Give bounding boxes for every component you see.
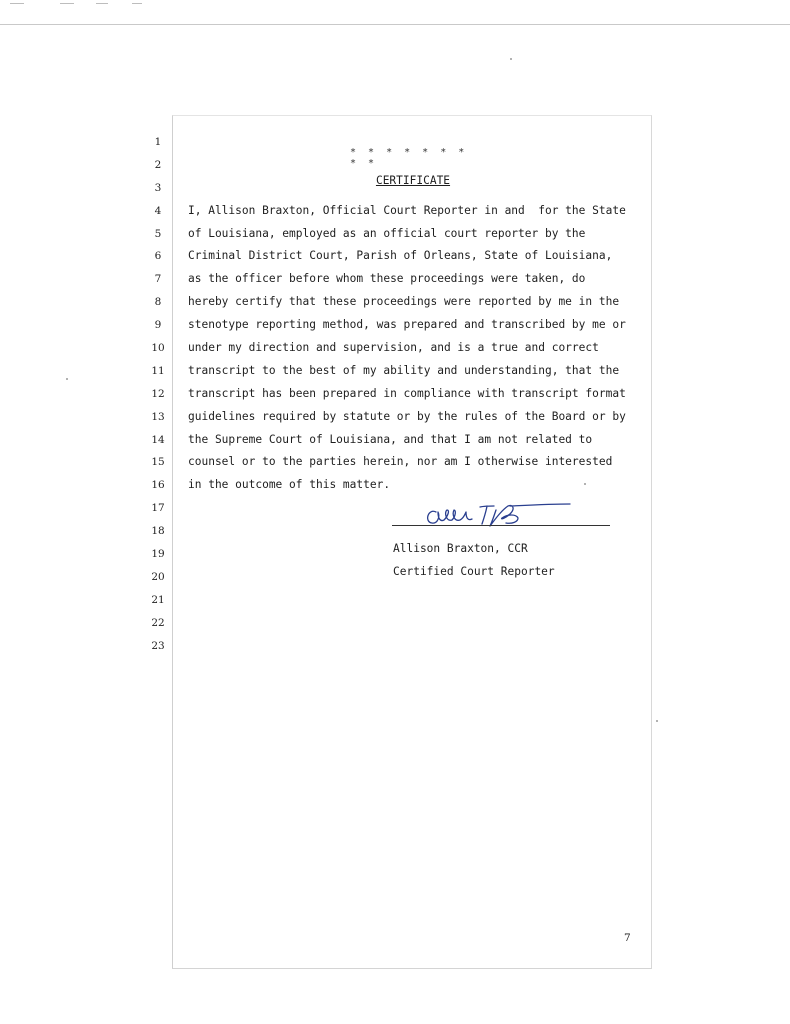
- scan-speck: [510, 58, 512, 60]
- line-number: 16: [151, 479, 165, 492]
- signature-line: [392, 525, 610, 526]
- page-number: 7: [624, 932, 631, 944]
- body-line: in the outcome of this matter.: [188, 478, 391, 492]
- line-number: 13: [151, 410, 165, 423]
- body-line: guidelines required by statute or by the rules of the Board or by: [188, 409, 626, 423]
- scan-artifact: [96, 3, 108, 4]
- scan-artifact: [132, 3, 142, 4]
- line-number: 9: [154, 319, 162, 332]
- line-number: 8: [154, 296, 162, 309]
- scan-speck: [656, 720, 658, 722]
- line-number: 21: [151, 593, 165, 606]
- line-number: 3: [154, 181, 162, 194]
- body-line: the Supreme Court of Louisiana, and that I am not related to: [188, 432, 593, 446]
- reporter-name: Allison Braxton, CCR: [393, 542, 528, 555]
- certificate-body: [188, 131, 638, 497]
- line-number: 23: [151, 639, 165, 652]
- line-number: 1: [154, 136, 162, 148]
- line-number: 17: [151, 502, 165, 515]
- separator-stars: * * * * * * * * *: [350, 147, 468, 169]
- line-number: 5: [154, 227, 162, 240]
- line-number: 4: [154, 204, 162, 217]
- body-line: transcript to the best of my ability and understanding, that the: [188, 363, 620, 377]
- line-number: 18: [151, 525, 165, 538]
- scan-speck: [66, 378, 68, 380]
- body-line: of Louisiana, employed as an official court reporter by the: [188, 226, 586, 240]
- body-line: I, Allison Braxton, Official Court Reporter in and for the State: [188, 203, 626, 217]
- line-number: 11: [151, 364, 165, 377]
- scan-artifact: [60, 3, 74, 4]
- body-line: counsel or to the parties herein, nor am I otherwise interested: [188, 455, 613, 469]
- line-number: 22: [151, 616, 165, 629]
- line-number-column: [148, 131, 168, 657]
- line-number: 10: [151, 342, 165, 355]
- line-number: 14: [151, 433, 165, 446]
- body-line: stenotype reporting method, was prepared and transcribed by me or: [188, 318, 626, 332]
- signature-block: [393, 538, 555, 584]
- body-line: under my direction and supervision, and is a true and correct: [188, 341, 599, 355]
- body-line: as the officer before whom these proceedings were taken, do: [188, 272, 586, 286]
- body-line: transcript has been prepared in compliance with transcript format: [188, 386, 626, 400]
- certificate-title: CERTIFICATE: [375, 174, 451, 187]
- line-number: 2: [154, 158, 162, 171]
- scan-top-rule: [0, 24, 790, 25]
- line-number: 20: [151, 570, 165, 583]
- line-number: 12: [151, 387, 165, 400]
- line-number: 15: [151, 456, 165, 469]
- body-line: Criminal District Court, Parish of Orleans, State of Louisiana,: [188, 249, 613, 263]
- scan-artifact: [10, 3, 24, 4]
- body-line: hereby certify that these proceedings were reported by me in the: [188, 295, 620, 309]
- line-number: 7: [154, 273, 162, 286]
- line-number: 6: [154, 250, 162, 263]
- line-number: 19: [151, 548, 165, 561]
- reporter-title: Certified Court Reporter: [393, 564, 555, 578]
